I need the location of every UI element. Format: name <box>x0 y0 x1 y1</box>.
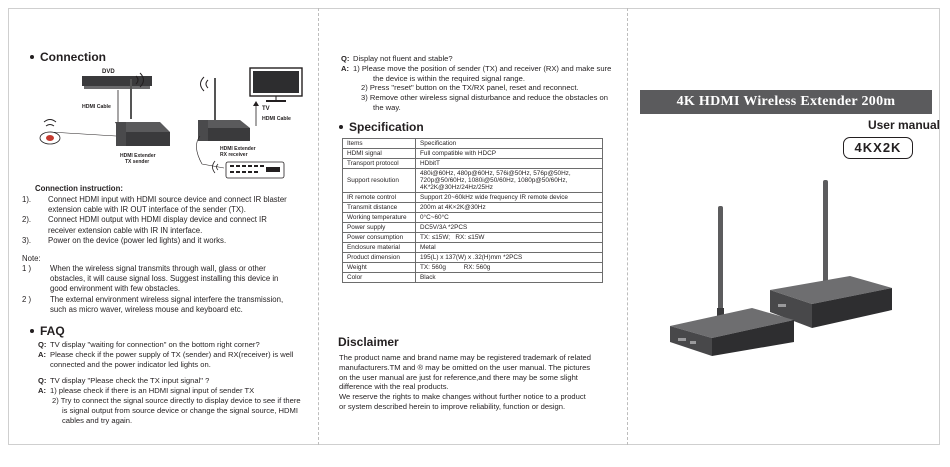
spec-row <box>343 139 603 149</box>
spec-key: Transmit distance <box>343 203 416 213</box>
cover-banner: 4K HDMI Wireless Extender 200m <box>640 90 932 114</box>
spec-key: Weight <box>343 263 416 273</box>
tv-label: TV <box>262 106 270 112</box>
spec-value <box>416 203 603 213</box>
faq-question: Q: TV display "waiting for connection" on the bottom right corner? <box>38 340 260 349</box>
spec-key: HDMI signal <box>343 149 416 159</box>
spec-key: Power supply <box>343 223 416 233</box>
specification-table <box>342 138 603 283</box>
spec-value <box>416 233 603 243</box>
spec-row <box>343 149 603 159</box>
bullet-icon <box>339 125 343 129</box>
cover-subtitle: User manual <box>867 118 940 132</box>
faq-answer: A: 1) Please move the position of sender (TX) and receiver (RX) and make sure the device is within the required signal range. 2) Press "reset" button on the TX/RX panel, reset and reconnect. 3) Remove other wireless signal disturbance and reduce the obstacles on the way. <box>341 63 612 112</box>
rx-receiver-icon <box>208 128 250 141</box>
faq-question: Q: TV display "Please check the TX input signal" ? <box>38 376 210 386</box>
specification-heading <box>339 120 424 134</box>
connection-title: Connection <box>40 50 106 64</box>
spec-key: Support resolution <box>343 169 416 193</box>
disclaimer-heading <box>338 335 399 349</box>
spec-value <box>416 253 603 263</box>
spec-key: Transport protocol <box>343 159 416 169</box>
hdmi-cable-right-label: HDMI Cable <box>262 116 291 122</box>
spec-row <box>343 253 603 263</box>
spec-key: IR remote control <box>343 193 416 203</box>
spec-value <box>416 263 603 273</box>
instruction-item: 1). Connect HDMI input with HDMI source device and connect IR blaster extension cable with IR OUT interface of the sender (TX). <box>22 195 287 215</box>
instruction-list <box>22 195 314 246</box>
faq-heading <box>30 324 65 338</box>
note-item: 1 ) When the wireless signal transmits through wall, glass or other obstacles, it will cause signal loss. Suggest installing this device in good environment with few obstacles. <box>22 264 279 294</box>
spec-value <box>416 169 603 193</box>
spec-row <box>343 233 603 243</box>
faq-title: FAQ <box>40 324 65 338</box>
spec-value-line: TX: 560g RX: 560g <box>420 264 491 271</box>
instruction-title: Connection instruction: <box>35 184 123 193</box>
spec-value <box>416 223 603 233</box>
spec-row <box>343 203 603 213</box>
spec-key: Product dimension <box>343 253 416 263</box>
spec-row <box>343 243 603 253</box>
note-list <box>22 264 314 315</box>
spec-value <box>416 243 603 253</box>
spec-value-line: Black <box>420 274 436 281</box>
spec-value-line: Support 20~60kHz wide frequency IR remote device <box>420 194 568 201</box>
spec-key: Items <box>343 139 416 149</box>
spec-value-line: Full compatible with HDCP <box>420 150 497 157</box>
spec-row <box>343 159 603 169</box>
spec-key: Working temperature <box>343 213 416 223</box>
spec-value-line: 720p@50/60Hz, 1080i@50/60Hz, 1080p@50/60Hz, <box>420 177 568 184</box>
faq-list-middle <box>341 54 623 113</box>
spec-row <box>343 263 603 273</box>
spec-value <box>416 273 603 283</box>
spec-row <box>343 213 603 223</box>
disclaimer-text: The product name and brand name may be registered trademark of related manufacturers.TM and ® may be omitted on the user manual. The pictures on the user manual are just for reference,and there may be some slight difference with the real products. We reserve the rights to make changes without further notice to a product or system described herein to improve reliability, function or design. <box>339 353 591 411</box>
spec-value-line: 4K*2K@30Hz/24Hz/25Hz <box>420 184 493 191</box>
spec-value-line: TX: ≤15W; RX: ≤15W <box>420 234 485 241</box>
spec-row <box>343 193 603 203</box>
spec-value <box>416 139 603 149</box>
bullet-icon <box>30 329 34 333</box>
spec-value-line: 200m at 4K×2K@30Hz <box>420 204 486 211</box>
faq-answer: A: Please check if the power supply of TX (sender) and RX(receiver) is well connected and the power indicator led lights on. <box>38 349 294 369</box>
sender-label-2: TX sender <box>125 159 150 165</box>
spec-value-line: 480i@60Hz, 480p@60Hz, 576i@50Hz, 576p@50Hz, <box>420 170 571 177</box>
spec-value-line: DC5V/3A *2PCS <box>420 224 468 231</box>
column-divider-right <box>627 8 628 445</box>
faq-answer: A: 1) please check if there is an HDMI signal input of sender TX 2) Try to connect the signal source directly to display device to see if there is signal output from source device or change the signal source, HDMI cables and try again. <box>38 386 301 425</box>
spec-value-line: 195(L) x 137(W) x .32(H)mm *2PCS <box>420 254 523 261</box>
product-image <box>660 178 930 358</box>
column-divider-left <box>318 8 319 445</box>
instruction-item: 2). Connect HDMI output with HDMI display device and connect IR receiver extension cable with IR IN interface. <box>22 215 267 235</box>
hdmi-cable-left-label: HDMI Cable <box>82 104 111 110</box>
note-item: 2 ) The external environment wireless signal interfere the transmission, such as micro waver, wireless mouse and keyboard etc. <box>22 294 284 314</box>
tx-sender-icon <box>126 132 170 146</box>
connection-diagram <box>30 64 315 186</box>
instruction-item: 3). Power on the device (power led lights) and it works. <box>22 235 227 245</box>
spec-row <box>343 273 603 283</box>
receiver-label-2: RX receiver <box>220 152 248 158</box>
spec-value-line: Metal <box>420 244 436 251</box>
sender-label-1: HDMI Extender <box>120 153 156 159</box>
spec-value-line: Specification <box>420 140 457 147</box>
spec-value <box>416 193 603 203</box>
note-title: Note: <box>22 254 41 263</box>
faq-list-left <box>38 340 316 425</box>
dvd-label: DVD <box>102 69 115 75</box>
spec-row <box>343 223 603 233</box>
spec-key: Power consumption <box>343 233 416 243</box>
disclaimer-title: Disclaimer <box>338 335 399 349</box>
spec-key: Enclosure material <box>343 243 416 253</box>
bullet-icon <box>30 55 34 59</box>
spec-value <box>416 149 603 159</box>
spec-key: Color <box>343 273 416 283</box>
spec-value <box>416 213 603 223</box>
faq-question: Q: Display not fluent and stable? <box>341 54 453 63</box>
specification-title: Specification <box>349 120 424 134</box>
receiver-label-1: HDMI Extender <box>220 146 256 152</box>
spec-value <box>416 159 603 169</box>
spec-value-line: 0°C~60°C <box>420 214 449 221</box>
connection-heading <box>30 50 106 64</box>
spec-value-line: HDbitT <box>420 160 440 167</box>
spec-row <box>343 169 603 193</box>
cover-model-badge: 4KX2K <box>843 137 913 159</box>
